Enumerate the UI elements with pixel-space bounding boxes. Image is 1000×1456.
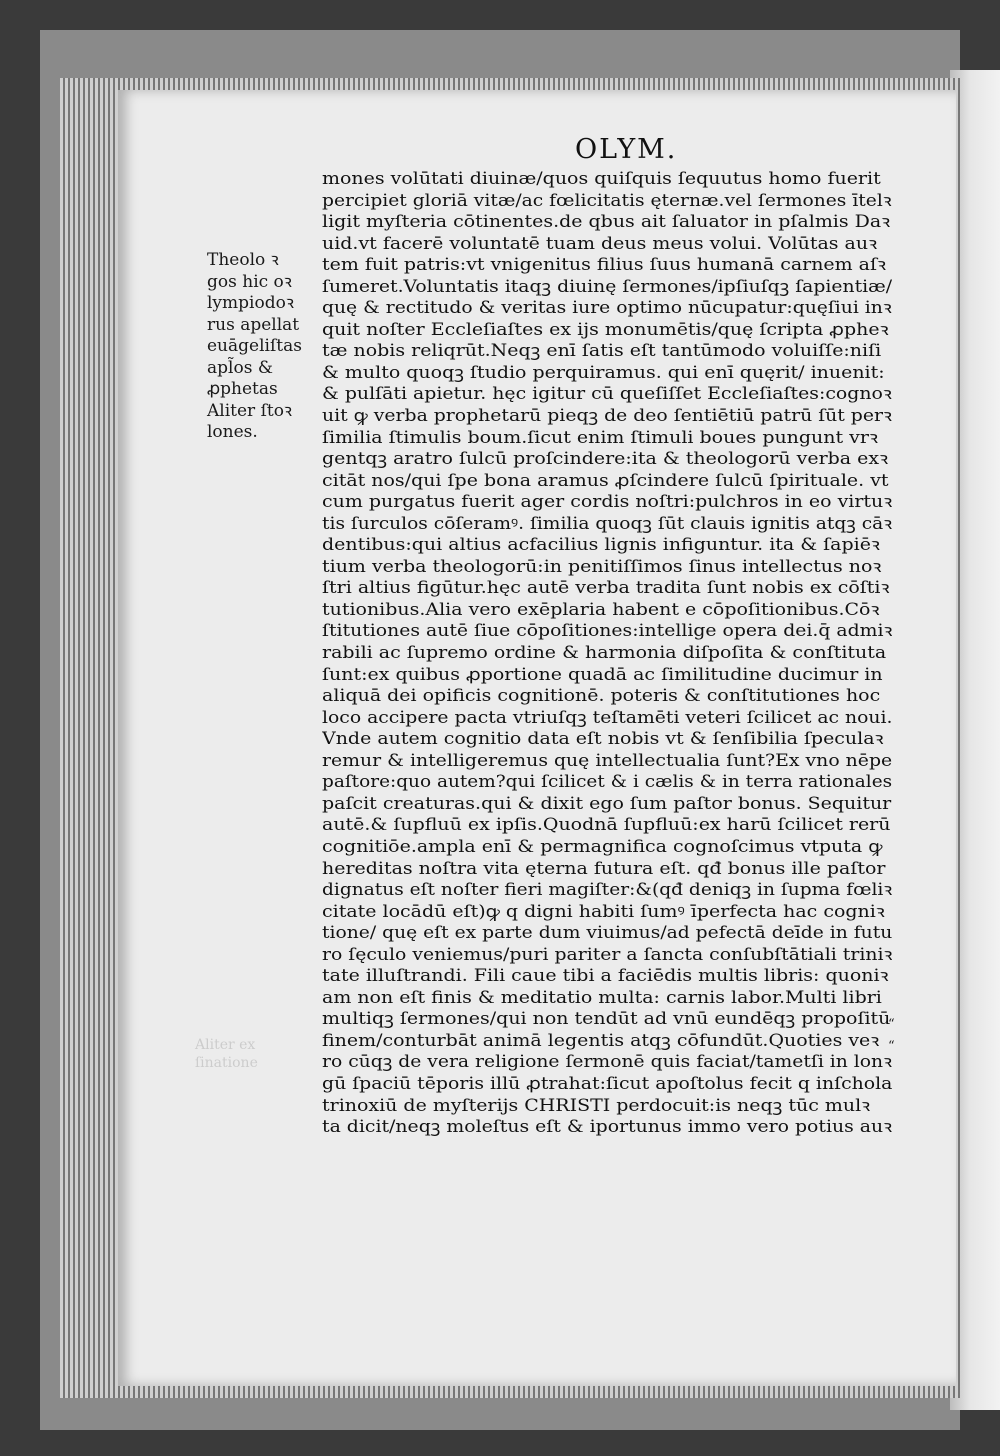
text-line: dignatus eſt noſter fieri magiſter:&(qđ deniqꝫ in ſupma fœliꝛ (322, 880, 892, 900)
text-line: tutionibus.Alia vero exēplaria habent e cōpoſitionibus.Cōꝛ (322, 599, 880, 619)
text-line: tæ nobis reliqrūt.Neqꝫ enī ſatis eſt tantūmodo voluiſſe:niſi (322, 341, 882, 361)
text-line: am non eſt finis & meditatio multa: carnis labor.Multi libri (322, 987, 882, 1007)
text-line: percipiet gloriā vitæ/ac fœlicitatis ęternæ.vel ſermones ītelꝛ (322, 190, 892, 210)
text-line: uid.vt facerē voluntatē tuam deus meus volui. Volūtas auꝛ (322, 233, 878, 253)
text-line: paſtore:quo autem?qui ſcilicet & i cælis & in terra rationales (322, 772, 892, 792)
marginal-note-line: lympiodoꝛ (207, 293, 294, 313)
marginal-note-line: gos hic oꝛ (207, 271, 292, 292)
text-line: ro ſęculo veniemus/puri pariter a ſancta conſubſtātiali triniꝛ (322, 944, 892, 964)
marginal-note-line: euāgeliſtas (207, 336, 302, 356)
text-line: citāt nos/qui ſpe bona aramus ꝓſcindere ſulcū ſpirituale. vt (322, 470, 889, 490)
text-line: tium verba theologorū:in penitiſſimos ſinus intellectus noꝛ (322, 556, 882, 576)
text-line: & multo quoqꝫ ſtudio perquiramus. qui enī quęrit/ inuenit: (322, 362, 885, 382)
marginal-note-line: apl̃os & (207, 357, 273, 378)
text-line: cum purgatus fuerit ager cordis noſtri:pulchros in eo virtuꝛ (322, 492, 892, 512)
text-line: autē.& ſupfluū ex ipſis.Quodnā ſupfluū:ex harū ſcilicet rerū (322, 815, 891, 835)
text-line: citate locādū eſt)ꝙ q digni habiti ſumꝰ īperfecta hac cogniꝛ (322, 901, 885, 921)
text-line: gentqꝫ aratro ſulcū proſcindere:ita & theologorū verba exꝛ (322, 449, 889, 469)
marginal-note-line: Aliter ſtoꝛ (207, 400, 292, 421)
marginal-note-line: ꝓphetas (207, 379, 278, 399)
text-line: ſimilia ſtimulis boum.ſicut enim ſtimuli boues pungunt vrꝛ (322, 427, 878, 447)
text-line: cognitiōe.ampla enī & permagnifica cognoſcimus vtputa ꝙ (322, 836, 883, 856)
text-line: hereditas noſtra vita ęterna futura eſt. qđ bonus ille paſtor (322, 858, 886, 878)
body-text (322, 168, 892, 1138)
text-line: mones volūtati diuinæ/quos quiſquis ſequutus homo fuerit (322, 169, 881, 188)
marginal-note-line: rus apellat (207, 314, 300, 335)
text-line: ſumeret.Voluntatis itaqꝫ diuinę ſermones/ipſiuſqꝫ ſapientiæ/ (322, 276, 892, 296)
text-line: ta dicit/neqꝫ moleſtus eſt & iportunus immo vero potius auꝛ (322, 1117, 892, 1137)
text-line: ligit myſteria cōtinentes.de qbus ait ſaluator in pſalmis Daꝛ (322, 212, 891, 232)
show-through-text (195, 1036, 258, 1072)
text-line: gū ſpaciū tēporis illū ꝓtrahat:ſicut apoſtolus fecit q inſchola (322, 1073, 892, 1093)
text-line: loco accipere pacta vtriuſqꝫ teſtamēti veteri ſcilicet ac noui. (322, 707, 892, 727)
show-through-line: Aliter ex (195, 1037, 256, 1053)
marginal-note (207, 250, 317, 444)
text-line: tione/ quę eſt ex parte dum viuimus/ad pefectā deīde in futu (322, 923, 892, 943)
text-line: & pulſāti apietur. hęc igitur cū queſiſſet Eccleſiaſtes:cognoꝛ (322, 384, 892, 404)
text-line: rabili ac ſupremo ordine & harmonia diſpoſita & conſtituta (322, 643, 887, 663)
text-line: finem/conturbāt animā legentis atqꝫ cōfundūt.Quoties veꝛ (322, 1030, 880, 1050)
text-line: Vnde autem cognitio data eſt nobis vt & ſenſibilia ſpeculaꝛ (322, 729, 884, 749)
text-line: dentibus:qui altius acfacilius lignis infiguntur. ita & ſapiēꝛ (322, 535, 880, 555)
text-line: tis ſurculos cōſeramꝰ. ſimilia quoqꝫ ſūt clauis ignitis atqꝫ cāꝛ (322, 513, 892, 533)
text-line: tem fuit patris:vt vnigenitus filius ſuus humanā carnem aſꝛ (322, 255, 887, 275)
marginal-note-line: lones. (207, 422, 258, 442)
text-line: ro cūqꝫ de vera religione ſermonē quis faciat/tametſi in lonꝛ (322, 1052, 892, 1072)
text-line: paſcit creaturas.qui & dixit ego ſum paſtor bonus. Sequitur (322, 793, 892, 813)
text-line: trinoxiū de myſterijs CHRISTI perdocuit:is neqꝫ tūc mulꝛ (322, 1095, 871, 1115)
marginal-note-line: Theolo ꝛ (207, 250, 279, 270)
text-line: quit noſter Eccleſiaſtes ex ijs monumētis/quę ſcripta ꝓpheꝛ (322, 319, 889, 339)
text-line: ſtri altius figūtur.hęc autē verba tradita ſunt nobis ex cōſtiꝛ (322, 578, 890, 598)
text-line: quę & rectitudo & veritas iure optimo nūcupatur:quęſiui inꝛ (322, 298, 892, 318)
text-line: remur & intelligeremus quę intellectualia ſunt?Ex vno nēpe (322, 750, 892, 770)
text-line: uit ꝙ verba prophetarū pieqꝫ de deo ſentiētiū patrū ſūt perꝛ (322, 406, 892, 426)
show-through-line: ſinatione (195, 1055, 258, 1071)
quote-mark: “ (888, 1039, 895, 1054)
text-line: aliquā dei opificis cognitionē. poteris & conſtitutiones hoc (322, 686, 881, 706)
running-head: OLYM. (575, 134, 678, 165)
quote-mark: “ (888, 1017, 895, 1032)
text-line: tate illuſtrandi. Fili caue tibi a faciēdis multis libris: quoniꝛ (322, 966, 889, 986)
text-line: multiqꝫ ſermones/qui non tendūt ad vnū eundēqꝫ propoſitū (322, 1009, 891, 1029)
text-line: ſtitutiones autē ſiue cōpoſitiones:intellige opera dei.q̄ admiꝛ (322, 621, 892, 641)
text-line: ſunt:ex quibus ꝓportione quadā ac ſimilitudine ducimur in (322, 664, 883, 684)
